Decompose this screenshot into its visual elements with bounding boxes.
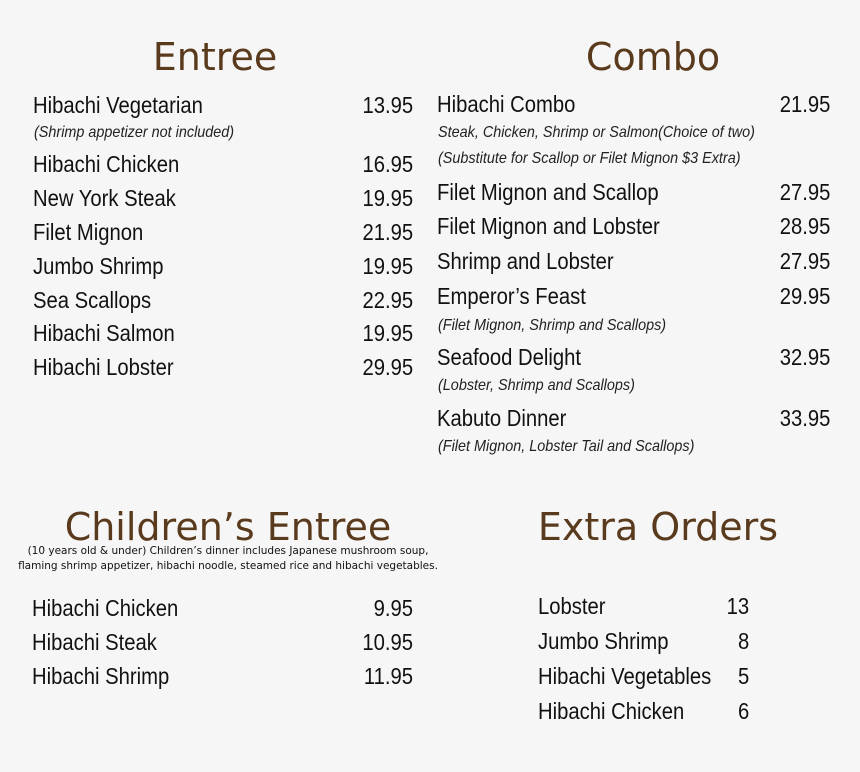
item-price: 13.95 [362, 92, 414, 118]
entree-item-sea-scallops [33, 289, 413, 312]
combo-item-note: Steak, Chicken, Shrimp or Salmon(Choice of two) [438, 124, 755, 141]
extra-item-hibachi-vegetables [538, 665, 749, 688]
item-price: 19.95 [362, 185, 414, 211]
item-price: 5 [737, 663, 750, 689]
item-price: 27.95 [779, 179, 831, 205]
children-item-hibachi-chicken [32, 597, 413, 620]
item-name: Hibachi Salmon [33, 320, 175, 346]
item-price: 29.95 [362, 354, 414, 380]
entree-item-note: (Shrimp appetizer not included) [34, 124, 235, 141]
item-name: Emperor’s Feast [437, 283, 586, 309]
item-name: Hibachi Vegetarian [33, 92, 203, 118]
item-price: 27.95 [779, 248, 831, 274]
entree-item-filet-mignon [33, 221, 413, 244]
item-price: 29.95 [779, 283, 831, 309]
extra-item-lobster [538, 595, 749, 618]
item-price: 33.95 [779, 405, 831, 431]
combo-item-seafood-delight [437, 346, 830, 369]
entree-item-hibachi-chicken [33, 153, 413, 176]
item-price: 13 [726, 593, 750, 619]
item-price: 6 [737, 698, 750, 724]
combo-item-hibachi-combo [437, 93, 830, 116]
combo-item-emperors-feast [437, 285, 830, 308]
combo-item-note: (Filet Mignon, Shrimp and Scallops) [438, 317, 667, 334]
combo-item-filet-mignon-lobster [437, 215, 830, 238]
item-name: Seafood Delight [437, 344, 582, 370]
item-name: Sea Scallops [33, 287, 152, 313]
entree-item-hibachi-vegetarian [33, 94, 413, 117]
item-name: Hibachi Chicken [538, 698, 685, 724]
item-price: 16.95 [362, 151, 414, 177]
item-name: Hibachi Steak [32, 629, 157, 655]
item-name: New York Steak [33, 185, 176, 211]
children-note [16, 544, 440, 574]
entree-item-jumbo-shrimp [33, 255, 413, 278]
item-price: 11.95 [363, 663, 414, 689]
item-price: 22.95 [362, 287, 414, 313]
extra-item-hibachi-chicken [538, 700, 749, 723]
combo-item-note-extra: (Substitute for Scallop or Filet Mignon $3 Extra) [438, 150, 741, 167]
item-price: 28.95 [779, 213, 831, 239]
children-note-line: flaming shrimp appetizer, hibachi noodle, steamed rice and hibachi vegetables. [18, 560, 438, 572]
item-name: Filet Mignon [33, 219, 144, 245]
item-name: Hibachi Chicken [33, 151, 180, 177]
item-name: Hibachi Vegetables [538, 663, 712, 689]
entree-item-new-york-steak [33, 187, 413, 210]
item-name: Filet Mignon and Lobster [437, 213, 660, 239]
item-price: 21.95 [779, 91, 831, 117]
children-item-hibachi-shrimp [32, 665, 413, 688]
entree-item-hibachi-lobster [33, 356, 413, 379]
combo-title: Combo [585, 35, 721, 79]
item-name: Jumbo Shrimp [33, 253, 164, 279]
combo-item-shrimp-lobster [437, 250, 830, 273]
item-price: 19.95 [362, 320, 414, 346]
children-item-hibachi-steak [32, 631, 413, 654]
children-note-line: (10 years old & under) Children’s dinner includes Japanese mushroom soup, [27, 545, 429, 557]
combo-item-note: (Lobster, Shrimp and Scallops) [438, 377, 635, 394]
item-price: 9.95 [373, 595, 414, 621]
item-price: 19.95 [362, 253, 414, 279]
item-name: Kabuto Dinner [437, 405, 567, 431]
item-name: Hibachi Lobster [33, 354, 174, 380]
item-name: Hibachi Shrimp [32, 663, 170, 689]
combo-item-filet-mignon-scallop [437, 181, 830, 204]
item-name: Lobster [538, 593, 606, 619]
extra-title: Extra Orders [537, 505, 779, 549]
children-title: Children’s Entree [64, 505, 392, 549]
combo-item-note: (Filet Mignon, Lobster Tail and Scallops) [438, 438, 695, 455]
item-price: 10.95 [362, 629, 414, 655]
item-price: 32.95 [779, 344, 831, 370]
entree-item-hibachi-salmon [33, 322, 413, 345]
item-name: Shrimp and Lobster [437, 248, 614, 274]
extra-item-jumbo-shrimp [538, 630, 749, 653]
item-name: Hibachi Combo [437, 91, 576, 117]
item-price: 8 [737, 628, 750, 654]
item-name: Filet Mignon and Scallop [437, 179, 659, 205]
combo-item-kabuto-dinner [437, 407, 830, 430]
entree-title: Entree [152, 35, 278, 79]
item-name: Jumbo Shrimp [538, 628, 669, 654]
item-name: Hibachi Chicken [32, 595, 179, 621]
item-price: 21.95 [362, 219, 414, 245]
